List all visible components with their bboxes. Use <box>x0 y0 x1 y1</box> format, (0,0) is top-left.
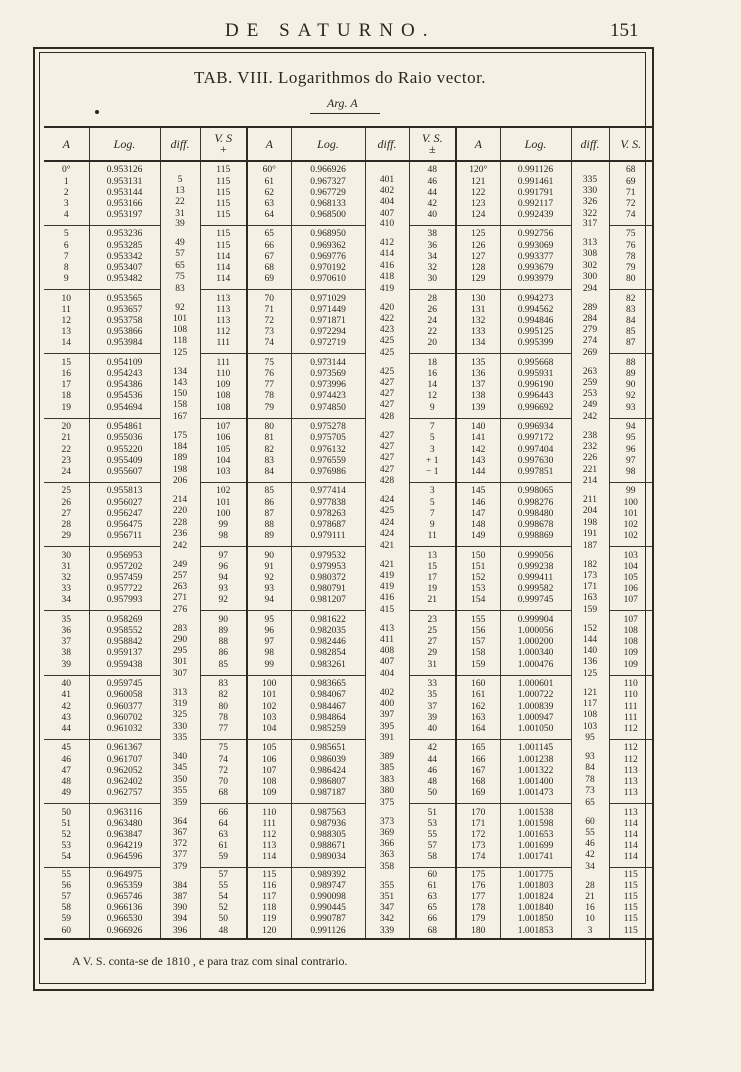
footnote: A V. S. conta-se de 1810 , e para traz com sinal contrario. <box>72 954 348 968</box>
log-cell: 0.954109 0.954243 0.954386 0.954536 0.954694 <box>89 354 160 418</box>
vs-cell: 3 5 7 9 11 <box>409 482 456 546</box>
vs-cell: 68 69 71 72 74 <box>609 161 652 225</box>
argument-cell: 160 161 162 163 164 <box>456 675 500 739</box>
col-header-vs: V. S. ± <box>409 127 456 161</box>
diff-values: 427 427 427 427 <box>379 431 395 475</box>
diff-values: 373 369 366 363 <box>379 816 395 861</box>
diff-values: 134 143 150 158 <box>172 366 188 411</box>
vs-cell: 60 61 63 65 66 68 <box>409 868 456 939</box>
diff-cell <box>571 797 609 868</box>
col-header-diff: diff. <box>160 127 200 161</box>
boundary-diff: 269 <box>582 347 598 358</box>
vs-cell: 102 101 100 99 98 <box>200 482 247 546</box>
argument-cell: 75 76 77 78 79 <box>247 354 291 418</box>
diff-cell <box>160 669 200 739</box>
diff-values: 421 419 419 416 <box>379 559 395 604</box>
boundary-diff: 34 <box>585 861 595 872</box>
log-cell: 0.958269 0.958552 0.958842 0.959137 0.959438 <box>89 611 160 675</box>
vs-cell: 115 115 114 114 114 <box>200 225 247 289</box>
boundary-diff: 358 <box>379 861 395 872</box>
diff-cell <box>365 412 409 482</box>
boundary-diff: 214 <box>582 476 598 487</box>
diff-values: 413 411 408 407 <box>379 623 395 668</box>
boundary-diff: 125 <box>172 347 188 358</box>
log-cell: 0.989392 0.989747 0.990098 0.990445 0.990787 0.991126 <box>291 868 365 939</box>
table-block-row <box>44 868 652 939</box>
diff-values: 340 345 350 355 <box>172 752 188 796</box>
ink-dot <box>95 110 99 114</box>
vs-cell: 75 76 78 79 80 <box>609 225 652 289</box>
boundary-diff: 206 <box>172 476 188 487</box>
diff-cell <box>571 604 609 675</box>
diff-cell <box>365 733 409 803</box>
boundary-diff: 428 <box>379 412 395 422</box>
diff-values: 121 117 108 103 <box>582 688 598 732</box>
vs-cell: 111 110 109 108 108 <box>200 354 247 418</box>
argument-underline <box>310 113 380 114</box>
argument-cell: 165 166 167 168 169 <box>456 739 500 803</box>
diff-values: 92 101 108 118 <box>172 302 188 347</box>
diff-cell <box>160 733 200 803</box>
argument-cell: 90 91 92 93 94 <box>247 547 291 611</box>
diff-values: 335 330 326 322 <box>582 175 598 219</box>
log-cell: 0.979532 0.979953 0.980372 0.980791 0.981207 <box>291 547 365 611</box>
diff-cell <box>160 861 200 939</box>
vs-cell: 99 100 101 102 102 <box>609 482 652 546</box>
table-header-row <box>44 127 652 161</box>
log-cell: 0.998065 0.998276 0.998480 0.998678 0.998869 <box>500 482 571 546</box>
vs-cell: 38 36 34 32 30 <box>409 225 456 289</box>
log-cell: 0.956953 0.957202 0.957459 0.957722 0.957993 <box>89 547 160 611</box>
vs-cell: 115 115 115 115 115 115 <box>609 868 652 939</box>
log-cell: 0.999056 0.999238 0.999411 0.999582 0.999745 <box>500 547 571 611</box>
boundary-diff: 317 <box>582 219 598 230</box>
boundary-diff: 39 <box>175 219 185 230</box>
argument-cell: 45 46 47 48 49 <box>44 739 89 803</box>
table-block-row <box>44 161 652 225</box>
vs-cell: 113 114 114 114 114 <box>609 804 652 868</box>
diff-values: 289 284 279 274 <box>582 302 598 347</box>
vs-cell: 103 104 105 106 107 <box>609 547 652 611</box>
argument-cell: 5 6 7 8 9 <box>44 225 89 289</box>
argument-cell: 100 101 102 103 104 <box>247 675 291 739</box>
table-title: TAB. VIII. Logarithmos do Raio vector. <box>193 68 487 87</box>
argument-cell: 55 56 57 58 59 60 <box>44 868 89 939</box>
diff-cell <box>571 669 609 739</box>
argument-cell: 95 96 97 98 99 <box>247 611 291 675</box>
vs-cell: 75 74 72 70 68 <box>200 739 247 803</box>
diff-values: 401 402 404 407 <box>379 175 395 219</box>
log-cell: 0.966926 0.967327 0.967729 0.968133 0.968500 <box>291 161 365 225</box>
logarithm-table <box>44 126 652 940</box>
boundary-diff: 242 <box>172 540 188 551</box>
argument-cell: 50 51 52 53 54 <box>44 804 89 868</box>
diff-cell <box>160 283 200 354</box>
vs-cell: 107 106 105 104 103 <box>200 418 247 482</box>
table-block-row <box>44 225 652 289</box>
table-block-row <box>44 482 652 546</box>
vs-cell: 113 113 113 112 111 <box>200 290 247 354</box>
col-header-vs: V. S. <box>609 127 652 161</box>
boundary-diff: 335 <box>172 733 188 744</box>
diff-values: 214 220 228 236 <box>172 495 188 539</box>
vs-cell: 28 26 24 22 20 <box>409 290 456 354</box>
log-cell: 1.000601 1.000722 1.000839 1.000947 1.001050 <box>500 675 571 739</box>
vs-cell: 82 83 84 85 87 <box>609 290 652 354</box>
vs-cell: 18 16 14 12 9 <box>409 354 456 418</box>
diff-cell <box>571 733 609 803</box>
log-cell: 0.961367 0.961707 0.962052 0.962402 0.962757 <box>89 739 160 803</box>
diff-values: 425 427 427 427 <box>379 366 395 411</box>
vs-cell: 112 112 113 113 113 <box>609 739 652 803</box>
vs-cell: 66 64 63 61 59 <box>200 804 247 868</box>
page-number: 151 <box>610 20 639 41</box>
col-header-vs: V. S + <box>200 127 247 161</box>
table-block-row <box>44 739 652 803</box>
log-cell: 0.987563 0.987936 0.988305 0.988671 0.989034 <box>291 804 365 868</box>
diff-values: 28 21 16 10 3 <box>585 880 595 936</box>
diff-cell <box>365 161 409 225</box>
table-block-row <box>44 354 652 418</box>
diff-values: 175 184 189 198 <box>172 431 188 475</box>
diff-values: 420 422 423 425 <box>379 302 395 347</box>
argument-cell: 25 26 27 28 29 <box>44 482 89 546</box>
argument-cell: 20 21 22 23 24 <box>44 418 89 482</box>
table-block-row <box>44 611 652 675</box>
argument-cell: 85 86 87 88 89 <box>247 482 291 546</box>
vs-cell: 33 35 37 39 40 <box>409 675 456 739</box>
boundary-diff: 242 <box>582 412 598 422</box>
argument-cell: 155 156 157 158 159 <box>456 611 500 675</box>
log-cell: 0.964975 0.965359 0.965746 0.966136 0.966530 0.966926 <box>89 868 160 939</box>
diff-values: 263 259 253 249 <box>582 366 598 411</box>
argument-cell: 120° 121 122 123 124 <box>456 161 500 225</box>
diff-values: 384 387 390 394 396 <box>172 880 188 936</box>
boundary-diff: 415 <box>379 604 395 615</box>
log-cell: 0.994273 0.994562 0.994846 0.995125 0.995399 <box>500 290 571 354</box>
argument-label: Arg. A <box>327 96 358 110</box>
boundary-diff: 359 <box>172 797 188 808</box>
vs-cell: 48 46 44 42 40 <box>409 161 456 225</box>
boundary-diff: 307 <box>172 669 188 679</box>
diff-cell <box>571 861 609 939</box>
log-cell: 0.995668 0.995931 0.996190 0.996443 0.996692 <box>500 354 571 418</box>
col-header-diff: diff. <box>365 127 409 161</box>
diff-values: 364 367 372 377 <box>172 816 188 861</box>
argument-cell: 115 116 117 118 119 120 <box>247 868 291 939</box>
diff-values: 152 144 140 136 <box>582 623 598 668</box>
table-block-row <box>44 418 652 482</box>
diff-cell <box>571 161 609 225</box>
argument-cell: 175 176 177 178 179 180 <box>456 868 500 939</box>
diff-values: 313 319 325 330 <box>172 688 188 732</box>
log-cell: 0.963116 0.963480 0.963847 0.964219 0.964596 <box>89 804 160 868</box>
boundary-diff: 187 <box>582 540 598 551</box>
col-header-log: Log. <box>291 127 365 161</box>
diff-values: 238 232 226 221 <box>582 431 598 475</box>
vs-cell: 51 53 55 57 58 <box>409 804 456 868</box>
argument-cell: 135 136 137 138 139 <box>456 354 500 418</box>
vs-cell: 57 55 54 52 50 48 <box>200 868 247 939</box>
boundary-diff: 428 <box>379 476 395 487</box>
log-cell: 0.977414 0.977838 0.978263 0.978687 0.979111 <box>291 482 365 546</box>
diff-cell <box>365 476 409 546</box>
vs-cell: 115 115 115 115 115 <box>200 161 247 225</box>
boundary-diff: 65 <box>585 797 595 808</box>
col-header-argument: A <box>456 127 500 161</box>
boundary-diff: 419 <box>379 283 395 294</box>
argument-cell: 60° 61 62 63 64 <box>247 161 291 225</box>
log-cell: 0.985651 0.986039 0.986424 0.986807 0.987187 <box>291 739 365 803</box>
diff-cell <box>160 476 200 546</box>
log-cell: 0.975278 0.975705 0.976132 0.976559 0.976986 <box>291 418 365 482</box>
vs-cell: 107 108 108 109 109 <box>609 611 652 675</box>
argument-cell: 15 16 17 18 19 <box>44 354 89 418</box>
diff-cell <box>160 219 200 289</box>
log-cell: 0.954861 0.955036 0.955220 0.955409 0.955607 <box>89 418 160 482</box>
table-block-row <box>44 675 652 739</box>
diff-cell <box>160 161 200 225</box>
diff-cell <box>160 540 200 611</box>
diff-values: 389 385 383 380 <box>379 752 395 796</box>
log-cell: 1.001145 1.001238 1.001322 1.001400 1.001473 <box>500 739 571 803</box>
argument-cell: 150 151 152 153 154 <box>456 547 500 611</box>
diff-values: 93 84 78 73 <box>585 752 595 796</box>
vs-cell: 94 95 96 97 98 <box>609 418 652 482</box>
vs-cell: 7 5 3 + 1 − 1 <box>409 418 456 482</box>
argument-cell: 65 66 67 68 69 <box>247 225 291 289</box>
running-head <box>0 20 741 46</box>
table-block-row <box>44 804 652 868</box>
argument-cell: 110 111 112 113 114 <box>247 804 291 868</box>
boundary-diff: 125 <box>582 669 598 679</box>
argument-cell: 70 71 72 73 74 <box>247 290 291 354</box>
log-cell: 0.973144 0.973569 0.973996 0.974423 0.974850 <box>291 354 365 418</box>
argument-cell: 170 171 172 173 174 <box>456 804 500 868</box>
diff-values: 424 425 424 424 <box>379 495 395 539</box>
diff-cell <box>365 283 409 354</box>
diff-cell <box>365 861 409 939</box>
log-cell: 0.996934 0.997172 0.997404 0.997630 0.997851 <box>500 418 571 482</box>
log-cell: 0.959745 0.960058 0.960377 0.960702 0.961032 <box>89 675 160 739</box>
diff-cell <box>160 347 200 418</box>
diff-cell <box>365 604 409 675</box>
diff-cell <box>571 219 609 289</box>
argument-cell: 145 146 147 148 149 <box>456 482 500 546</box>
boundary-diff: 421 <box>379 540 395 551</box>
boundary-diff: 294 <box>582 283 598 294</box>
diff-cell <box>571 347 609 418</box>
boundary-diff: 375 <box>379 797 395 808</box>
diff-values: 49 57 65 75 <box>175 238 185 282</box>
diff-cell <box>571 540 609 611</box>
argument-cell: 105 106 107 108 109 <box>247 739 291 803</box>
argument-cell: 35 36 37 38 39 <box>44 611 89 675</box>
diff-cell <box>571 476 609 546</box>
diff-values: 249 257 263 271 <box>172 559 188 604</box>
boundary-diff: 159 <box>582 604 598 615</box>
diff-values: 211 204 198 191 <box>582 495 598 539</box>
log-cell: 0.992756 0.993069 0.993377 0.993679 0.993979 <box>500 225 571 289</box>
log-cell: 1.001538 1.001598 1.001653 1.001699 1.001741 <box>500 804 571 868</box>
argument-cell: 130 131 132 133 134 <box>456 290 500 354</box>
diff-cell <box>365 669 409 739</box>
col-header-log: Log. <box>500 127 571 161</box>
diff-values: 60 55 46 42 <box>585 816 595 861</box>
col-header-argument: A <box>44 127 89 161</box>
diff-cell <box>365 540 409 611</box>
boundary-diff: 276 <box>172 604 188 615</box>
log-cell: 0.953126 0.953131 0.953144 0.953166 0.953197 <box>89 161 160 225</box>
diff-cell <box>160 604 200 675</box>
vs-cell: 88 89 90 92 93 <box>609 354 652 418</box>
diff-values: 402 400 397 395 <box>379 688 395 732</box>
boundary-diff: 425 <box>379 347 395 358</box>
col-header-diff: diff. <box>571 127 609 161</box>
log-cell: 0.999904 1.000056 1.000200 1.000340 1.000476 <box>500 611 571 675</box>
diff-values: 283 290 295 301 <box>172 623 188 668</box>
vs-cell: 97 96 94 93 92 <box>200 547 247 611</box>
log-cell: 0.955813 0.956027 0.956247 0.956475 0.956711 <box>89 482 160 546</box>
diff-cell <box>160 412 200 482</box>
diff-cell <box>571 412 609 482</box>
vs-cell: 13 15 17 19 21 <box>409 547 456 611</box>
running-title: DE SATURNO. <box>225 20 436 41</box>
diff-cell <box>365 797 409 868</box>
log-cell: 0.981622 0.982035 0.982446 0.982854 0.983261 <box>291 611 365 675</box>
argument-cell: 10 11 12 13 14 <box>44 290 89 354</box>
argument-cell: 30 31 32 33 34 <box>44 547 89 611</box>
argument-cell: 0° 1 2 3 4 <box>61 165 71 221</box>
argument-cell: 140 141 142 143 144 <box>456 418 500 482</box>
col-header-argument: A <box>247 127 291 161</box>
boundary-diff: 95 <box>585 733 595 744</box>
boundary-diff: 379 <box>172 861 188 872</box>
boundary-diff: 404 <box>379 669 395 679</box>
log-cell: 0.971029 0.971449 0.971871 0.972294 0.972719 <box>291 290 365 354</box>
vs-cell: 23 25 27 29 31 <box>409 611 456 675</box>
diff-values: 313 308 302 300 <box>582 238 598 282</box>
table-block-row <box>44 290 652 354</box>
diff-values: 412 414 416 418 <box>379 238 395 282</box>
boundary-diff: 391 <box>379 733 395 744</box>
boundary-diff: 410 <box>379 219 395 230</box>
diff-cell <box>365 347 409 418</box>
diff-cell <box>160 797 200 868</box>
argument-cell: 125 126 127 128 129 <box>456 225 500 289</box>
vs-cell: 90 89 88 86 85 <box>200 611 247 675</box>
vs-cell: 110 110 111 111 112 <box>609 675 652 739</box>
log-cell: 0.953236 0.953285 0.953342 0.953407 0.953482 <box>89 225 160 289</box>
diff-cell <box>365 219 409 289</box>
vs-cell: 42 44 46 48 50 <box>409 739 456 803</box>
log-cell: 1.001775 1.001803 1.001824 1.001840 1.001850 1.001853 <box>500 868 571 939</box>
vs-cell: 83 82 80 78 77 <box>200 675 247 739</box>
log-cell: 0.953565 0.953657 0.953758 0.953866 0.953984 <box>89 290 160 354</box>
diff-cell <box>571 283 609 354</box>
col-header-log: Log. <box>89 127 160 161</box>
table-block-row <box>44 547 652 611</box>
argument-cell: 40 41 42 43 44 <box>44 675 89 739</box>
log-cell: 0.991126 0.991461 0.991791 0.992117 0.992439 <box>500 161 571 225</box>
diff-values: 5 13 22 31 <box>175 175 185 219</box>
log-cell: 0.983665 0.984067 0.984467 0.984864 0.985259 <box>291 675 365 739</box>
log-cell: 0.968950 0.969362 0.969776 0.970192 0.970610 <box>291 225 365 289</box>
boundary-diff: 167 <box>172 412 188 422</box>
argument-cell: 80 81 82 83 84 <box>247 418 291 482</box>
diff-values: 355 351 347 342 339 <box>379 880 395 936</box>
diff-values: 182 173 171 163 <box>582 559 598 604</box>
boundary-diff: 83 <box>175 283 185 294</box>
